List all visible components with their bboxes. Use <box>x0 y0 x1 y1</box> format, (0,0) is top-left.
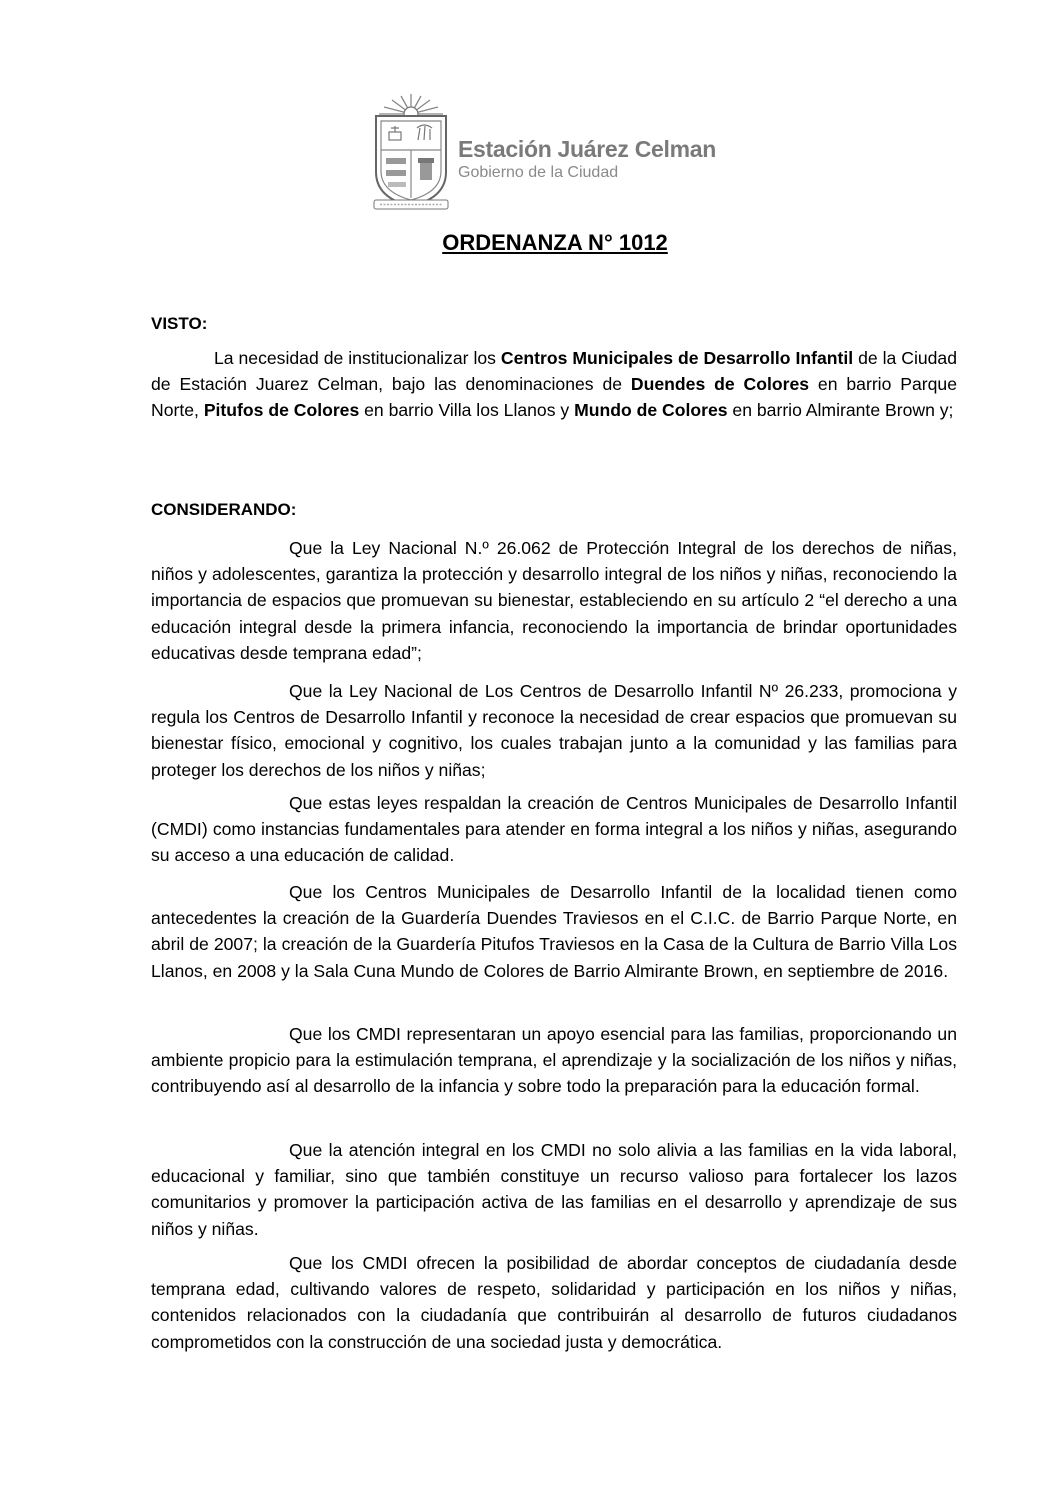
visto-text-3: en barrio Parque Norte, <box>151 374 957 421</box>
visto-text-4: en barrio Villa los Llanos y <box>359 400 575 421</box>
considerando-heading: CONSIDERANDO: <box>151 500 297 519</box>
visto-bold-3: Pitufos de Colores <box>203 400 360 421</box>
visto-text-5: en barrio Almirante Brown y; <box>727 400 954 421</box>
visto-bold-2: Duendes de Colores <box>630 374 810 395</box>
considerando-paragraph: Que la Ley Nacional N.º 26.062 de Protección Integral de los derechos de niñas, niños y adolescentes, garantiza la protección y desarrollo integral de los niños y niñas, reconociendo la importancia de espacios que promuevan su bienestar, estableciendo en su artículo 2 “el derecho a una educación integral desde la primera infancia, reconociendo la importancia de brindar oportunidades educativas desde temprana edad”; <box>151 538 957 663</box>
organization-name: Estación Juárez Celman <box>458 136 717 162</box>
visto-paragraph <box>151 345 957 424</box>
letterhead <box>370 92 770 218</box>
considerando-paragraph: Que los CMDI representaran un apoyo esencial para las familias, proporcionando un ambiente propicio para la estimulación temprana, el aprendizaje y la socialización de los niños y niñas, contribuyendo así al desarrollo de la infancia y sobre todo la preparación para la educación formal. <box>151 1024 957 1097</box>
considerando-paragraph: Que los Centros Municipales de Desarrollo Infantil de la localidad tienen como antecedentes la creación de la Guardería Duendes Traviesos en el C.I.C. de Barrio Parque Norte, en abril de 2007; la creación de la Guardería Pitufos Traviesos en la Casa de la Cultura de Barrio Villa Los Llanos, en 2008 y la Sala Cuna Mundo de Colores de Barrio Almirante Brown, en septiembre de 2016. <box>151 882 957 981</box>
visto-text-2: de la Ciudad de Estación Juarez Celman, bajo las denominaciones de <box>151 348 958 395</box>
visto-bold-4: Mundo de Colores <box>574 400 728 421</box>
visto-text-1: La necesidad de institucionalizar los <box>214 348 501 368</box>
document-title: ORDENANZA N° 1012 <box>442 230 668 255</box>
considerando-paragraph: Que la Ley Nacional de Los Centros de Desarrollo Infantil Nº 26.233, promociona y regula los Centros de Desarrollo Infantil y reconoce la necesidad de crear espacios que promuevan su bienestar físico, emocional y cognitivo, los cuales trabajan junto a la comunidad y las familias para proteger los derechos de los niños y niñas; <box>151 681 957 780</box>
considerando-paragraph: Que los CMDI ofrecen la posibilidad de abordar conceptos de ciudadanía desde temprana edad, cultivando valores de respeto, solidaridad y participación en los niños y niñas, contenidos relacionados con la ciudadanía que contribuirán al desarrollo de futuros ciudadanos comprometidos con la construcción de una sociedad justa y democrática. <box>151 1253 957 1352</box>
visto-bold-1: Centros Municipales de Desarrollo Infantil <box>500 348 854 368</box>
considerando-paragraph: Que estas leyes respaldan la creación de Centros Municipales de Desarrollo Infantil (CMDI) como instancias fundamentales para atender en forma integral a los niños y niñas, asegurando su acceso a una educación de calidad. <box>151 793 957 866</box>
organization-subtitle: Gobierno de la Ciudad <box>458 164 619 181</box>
visto-heading: VISTO: <box>151 314 208 333</box>
considerando-paragraph: Que la atención integral en los CMDI no solo alivia a las familias en la vida laboral, educacional y familiar, sino que también constituye un recurso valioso para fortalecer los lazos comunitarios y promover la participación activa de las familias en el desarrollo y aprendizaje de sus niños y niñas. <box>151 1140 957 1239</box>
municipal-crest-icon <box>370 92 452 218</box>
